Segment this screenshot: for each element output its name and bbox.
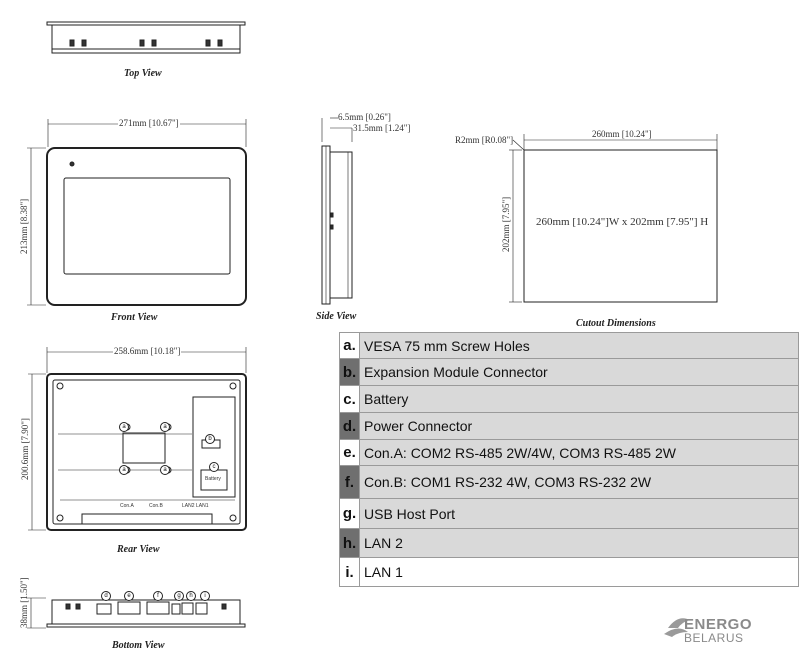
side-view-drawing [322,146,352,304]
side-depth-a-dim: 6.5mm [0.26"] [338,112,391,122]
legend-row [340,499,799,529]
legend-text: LAN 2 [360,529,799,558]
legend-row [340,440,799,466]
legend-key: e. [340,440,360,466]
marker-a: a [160,465,170,475]
marker-e: e [124,591,134,601]
rear-view-drawing [47,374,246,530]
marker-f: f [153,591,163,601]
bottom-view-drawing [47,600,245,627]
legend-table [339,332,799,587]
logo-line2: BELARUS [684,631,744,645]
legend-key: h. [340,529,360,558]
side-depth-b-dim: 31.5mm [1.24"] [353,123,411,133]
legend-key: a. [340,333,360,359]
marker-d: d [101,591,111,601]
legend-key: d. [340,413,360,440]
bottom-height-dim: 38mm [1.50"] [19,577,29,628]
legend-row [340,529,799,558]
legend-row [340,333,799,359]
legend-row [340,359,799,386]
rear-width-dim: 258.6mm [10.18"] [114,346,181,356]
legend-text: Expansion Module Connector [360,359,799,386]
top-view-drawing [47,22,245,53]
legend-row [340,413,799,440]
legend-row [340,558,799,587]
rear-lan2-label: LAN2 [182,503,195,509]
top-view-caption: Top View [124,68,162,79]
front-height-dim: 213mm [8.38"] [19,198,29,254]
legend-key: f. [340,466,360,499]
legend-key: g. [340,499,360,529]
cutout-radius-dim: R2mm [R0.08"] [455,135,514,145]
rear-view-caption: Rear View [117,544,160,555]
cutout-size-label: 260mm [10.24"]W x 202mm [7.95"] H [536,216,709,228]
legend-text: LAN 1 [360,558,799,587]
marker-a: a [119,465,129,475]
legend-text: Con.A: COM2 RS-485 2W/4W, COM3 RS-485 2W [360,440,799,466]
legend-row [340,466,799,499]
front-view-caption: Front View [111,312,158,323]
rear-battery-label: Battery [205,476,221,482]
cutout-height-dim: 202mm [7.95"] [501,196,511,252]
marker-h: h [186,591,196,601]
legend-key: i. [340,558,360,587]
energo-belarus-logo [684,618,752,644]
cutout-width-dim: 260mm [10.24"] [592,129,652,139]
logo-line1: ENERGO [684,616,753,633]
front-width-dim: 271mm [10.67"] [119,118,179,128]
side-view-caption: Side View [316,311,357,322]
bottom-view-caption: Bottom View [112,640,165,651]
marker-c: c [209,462,219,472]
marker-g: g [174,591,184,601]
rear-height-dim: 200.6mm [7.90"] [20,418,30,480]
legend-key: b. [340,359,360,386]
marker-b: b [205,434,215,444]
legend-text: VESA 75 mm Screw Holes [360,333,799,359]
legend-row [340,386,799,413]
rear-con-b-label: Con.B [149,503,163,509]
legend-text: Power Connector [360,413,799,440]
rear-con-a-label: Con.A [120,503,134,509]
marker-a: a [119,422,129,432]
legend-text: Battery [360,386,799,413]
legend-text: Con.B: COM1 RS-232 4W, COM3 RS-232 2W [360,466,799,499]
legend-text: USB Host Port [360,499,799,529]
legend-key: c. [340,386,360,413]
marker-a: a [160,422,170,432]
rear-lan1-label: LAN1 [196,503,209,509]
cutout-caption: Cutout Dimensions [576,318,656,329]
front-view-drawing [47,148,246,305]
marker-i: i [200,591,210,601]
